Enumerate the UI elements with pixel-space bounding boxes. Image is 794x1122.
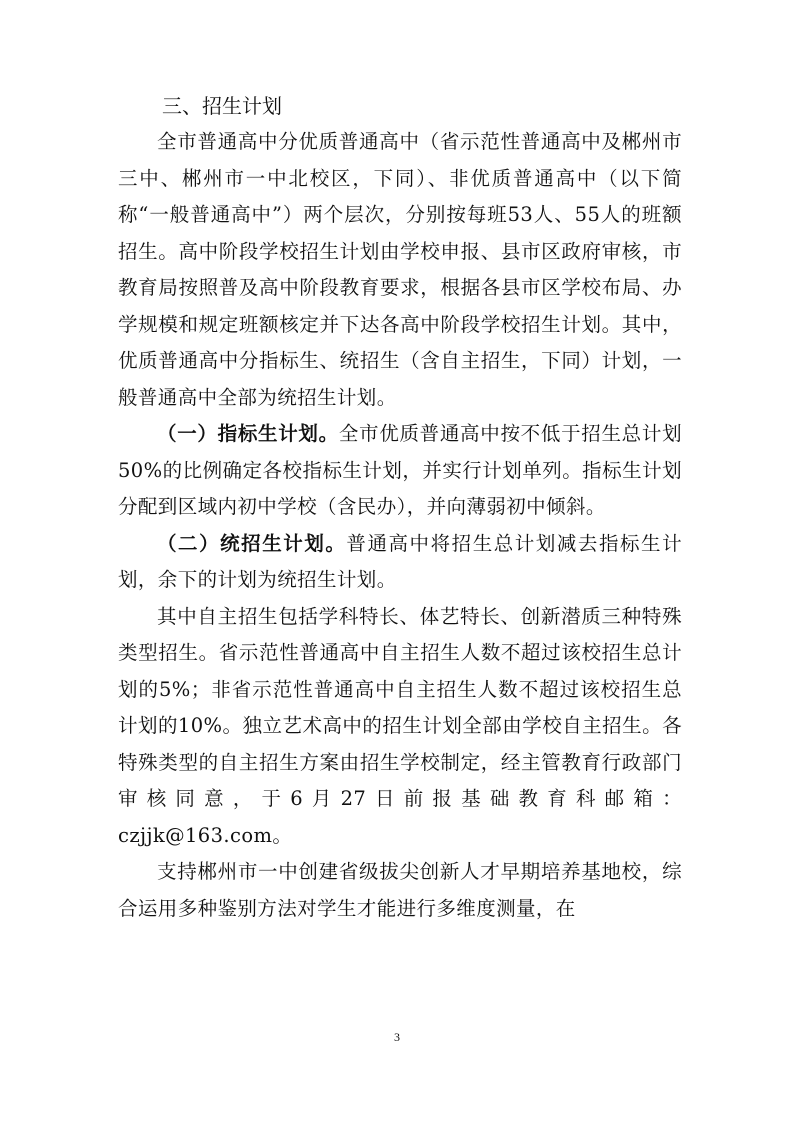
paragraph-text: 全市优质普通高中按不低于招生总计划50%的比例确定各校指标生计划，并实行计划单列。指标生计划分配到区域内初中学校（含民办），并向薄弱初中倾斜。 bbox=[118, 422, 682, 518]
paragraph-text: 支持郴州市一中创建省级拔尖创新人才早期培养基地校，综合运用多种鉴别方法对学生才能进行多维度测量，在 bbox=[118, 860, 682, 920]
paragraph-quota-plan bbox=[118, 416, 682, 526]
paragraph-independent-admission bbox=[118, 599, 682, 855]
paragraph-text: 全市普通高中分优质普通高中（省示范性普通高中及郴州市三中、郴州市一中北校区，下同）、非优质普通高中（以下简称“一般普通高中”）两个层次，分别按每班53人、55人的班额招生。高中阶段学校招生计划由学校申报、县市区政府审核，市教育局按照普及高中阶段教育要求，根据各县市区学校布局、办学规模和规定班额核定并下达各高中阶段学校招生计划。其中，优质普通高中分指标生、统招生（含自主招生，下同）计划，一般普通高中全部为统招生计划。 bbox=[118, 130, 682, 409]
paragraph-lead-title: （一）指标生计划。 bbox=[157, 422, 339, 445]
paragraph-lead-title: （二）统招生计划。 bbox=[157, 531, 347, 555]
section-heading: 三、招生计划 bbox=[162, 94, 282, 118]
page-number: 3 bbox=[394, 1030, 400, 1044]
paragraph-text: 普通高中将招生总计划减去指标生计划，余下的计划为统招生计划。 bbox=[118, 531, 682, 591]
paragraph-overview bbox=[118, 124, 682, 416]
paragraph-talent-base bbox=[118, 854, 682, 927]
document-body bbox=[118, 88, 682, 927]
paragraph-text: 其中自主招生包括学科特长、体艺特长、创新潜质三种特殊类型招生。省示范性普通高中自主招生人数不超过该校招生总计划的5%；非省示范性普通高中自主招生人数不超过该校招生总计划的10%。独立艺术高中的招生计划全部由学校自主招生。各特殊类型的自主招生方案由招生学校制定，经主管教育行政部门审核同意，于6月27日前报基础教育科邮箱：czjjk@163.com。 bbox=[118, 604, 682, 847]
paragraph-unified-plan bbox=[118, 526, 682, 599]
